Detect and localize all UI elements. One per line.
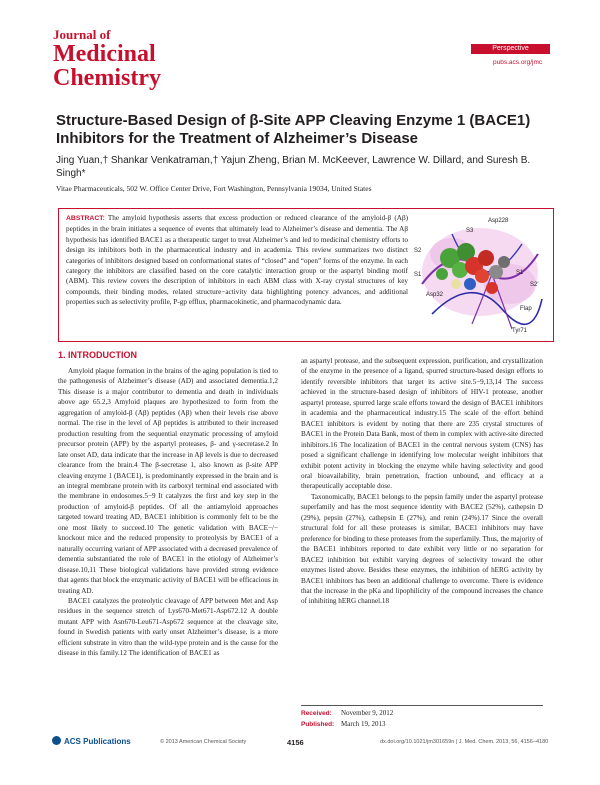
journal-url-link[interactable]: pubs.acs.org/jmc	[493, 59, 543, 66]
journal-logo	[53, 28, 161, 90]
label-s1-prime: S1′	[516, 270, 525, 276]
paragraph: BACE1 catalyzes the proteolytic cleavage of APP between Met and Asp residues in the sequence stretch of Lys670-Met671-Asp672.12 A double mutant APP with Asn670-Leu671-Asp672 sequence at the cleavage site, found in Swedish patients with early onset Alzheimer’s disease, is a more efficient substrate in vitro than the wild-type protein and is the cause for the disease in this family.12 The identification of BACE1 as	[58, 596, 278, 658]
paragraph: Amyloid plaque formation in the brains of the aging population is tied to the pathogenesis of Alzheimer’s disease (AD) and associated dementia.1,2 This disease is a major contributor to dementia and death in individuals above age 65.2,3 Amyloid plaques are hypothesized to form from the aggregation of amyloid-β (Aβ) peptides (Aβ) when their levels rise above normal. The rise in the level of Aβ peptides is attributed to their increased production resulting from the sequential enzymatic processing of amyloid precursor protein (APP) by the aspartyl proteases, β- and γ-secretase.2 In late onset AD, data indicate that the increase in Aβ levels is due to decreased clearance from the brain.4 The β-secretase 1, also known as β-site APP cleaving enzyme 1 (BACE1), is predominantly expressed in the brain and is an integral membrane protein with its carboxyl terminal end associated with the membrane in endosomes.5−9 It catalyzes the first and key step in the production of amyloid-β peptides. Of all the antiamyloid approaches targeted toward treating AD, BACE1 inhibition is commonly felt to be the one most likely to succeed.10 The genetic validation with BACE−/− knockout mice and the reduced propensity to proteolysis by BACE1 of a naturally occurring variant of APP associated with a decreased prevalence of dementia substantiated the role of BACE1 in the etiology of Alzheimer’s disease.10,11 These biological validations have provided strong evidence that agents that block the enzymatic activity of BACE1 will be efficacious in treating AD.	[58, 367, 278, 595]
label-asp32: Asp32	[426, 292, 444, 298]
label-s3: S3	[466, 228, 474, 234]
journal-logo-line2: Medicinal	[53, 41, 156, 67]
label-s2-prime: S2′	[530, 282, 539, 288]
affiliation: Vitae Pharmaceuticals, 502 W. Office Center Drive, Fort Washington, Pennsylvania 19034, United States	[56, 184, 372, 193]
received-label: Received:	[301, 710, 332, 717]
received-date: November 9, 2012	[341, 709, 394, 717]
article-dates	[301, 705, 543, 730]
section-heading: 1. INTRODUCTION	[58, 350, 138, 360]
copyright: © 2013 American Chemical Society	[160, 739, 247, 745]
label-s2: S2	[414, 248, 422, 254]
abstract-text	[66, 213, 408, 308]
author-list: Jing Yuan,† Shankar Venkatraman,† Yajun Zheng, Brian M. McKeever, Lawrence W. Dillard, and Suresh B. Singh*	[56, 155, 531, 179]
body-column-right	[301, 356, 543, 607]
acs-publications-logo[interactable]	[52, 736, 131, 746]
label-tyr71: Tyr71	[512, 328, 528, 334]
paragraph: Taxonomically, BACE1 belongs to the pepsin family under the aspartyl protease superfamily and has the most sequence identity with BACE2 (52%), cathepsin D (29%), pepsin (27%), cathepsin E (27%), and renin (24%).17 Since the overall structural fold for all these proteases is similar, BACE1 inhibitors may have preference for binding to these proteases from the superfamily. Thus, the majority of the BACE1 inhibitors reported to date exhibit very little or no separation for BACE2 inhibition but exhibit varying degrees of selectivity toward the other enzymes listed above. Besides these enzymes, the inhibition of hERG activity by BACE1 inhibitors has been an additional challenge to overcome. There is evidence that the increase in the pKa and lipophilicity of the compound increases the chance of inhibiting hERG channel.18	[301, 492, 543, 606]
body-column-left	[58, 366, 278, 659]
article-type-badge: Perspective	[471, 44, 550, 54]
toc-graphic	[412, 214, 546, 336]
published-label: Published:	[301, 721, 335, 728]
page-number: 4156	[287, 738, 304, 747]
publisher-name: ACS Publications	[64, 737, 131, 746]
journal-logo-line3: Chemistry	[53, 65, 161, 91]
acs-logo-icon	[52, 736, 61, 745]
paragraph: an aspartyl protease, and the subsequent expression, purification, and crystallization of the enzyme in the presence of a ligand, spurred structure-based design efforts to identify reversible inhibitors that target its active site.5−9,13,14 The success achieved in the structure-based design of inhibitors of HIV-1 protease, another aspartyl protease, spurred large scale efforts toward the design of BACE1 inhibitors in academia and the pharmaceutical industry.15 The scale of the effort behind BACE1 inhibitors is evident by noting that there are 235 crystal structures of BACE1 in the Protein Data Bank, most of them in complex with active-site directed inhibitors.16 The localization of BACE1 in the central nervous system (CNS) has posed a significant challenge in identifying low molecular weight inhibitors that exhibit potent activity in blocking the enzyme while having selectivity and good oral bioavailability, brain penetration, fraction unbound, and efficacy at a therapeutically acceptable dose.	[301, 357, 543, 491]
abstract-body: The amyloid hypothesis asserts that excess production or reduced clearance of the amyloid-β (Aβ) peptides in the brain initiates a sequence of events that ultimately lead to Alzheimer’s disease and dementia. The Aβ hypothesis has identified BACE1 as a therapeutic target to treat Alzheimer’s and led to medicinal chemistry efforts to design its inhibitors both in the pharmaceutical industry and in academia. This review summarizes two distinct categories of inhibitors designed based on conformational states of “closed” and “open” forms of the enzyme. In each category the inhibitors are classified based on the core catalytic interaction group or the aspartyl binding motif (ABM). This review covers the description of inhibitors in each ABM class with X-ray crystal structures of key compounds, their binding modes, related structure−activity data highlighting potency advances, and additional properties such as selectivity profile, P-gp efflux, pharmacokinetic, and pharmacodynamic data.	[66, 214, 408, 307]
label-s1: S1	[414, 272, 422, 278]
doi-link[interactable]: dx.doi.org/10.1021/jm301659n | J. Med. Chem. 2013, 56, 4156−4180	[380, 739, 549, 745]
journal-logo-line1: Journal of	[53, 27, 111, 42]
article-title: Structure-Based Design of β-Site APP Cleaving Enzyme 1 (BACE1) Inhibitors for the Treatment of Alzheimer’s Disease	[56, 112, 531, 147]
label-flap: Flap	[520, 306, 532, 312]
label-asp228: Asp228	[488, 218, 509, 224]
abstract-label: ABSTRACT:	[66, 215, 105, 222]
published-date: March 19, 2013	[341, 720, 386, 728]
